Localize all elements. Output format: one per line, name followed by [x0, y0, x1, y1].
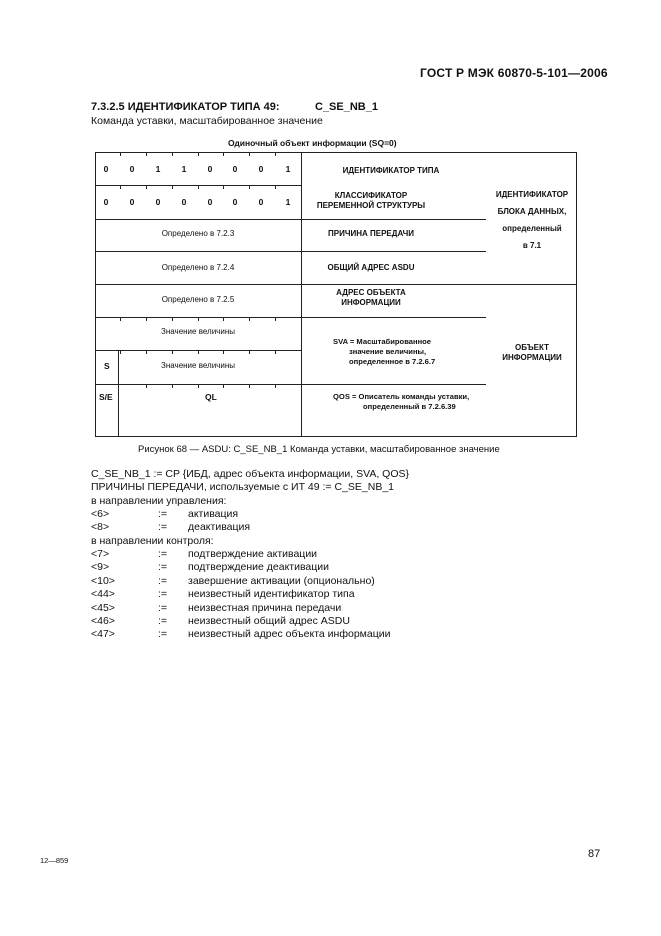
row-divider	[95, 219, 301, 220]
qos-label	[333, 392, 513, 412]
bit-tick	[198, 317, 199, 321]
bit-value: 1	[155, 164, 161, 174]
sva-line-3: определенное в 7.2.6.7	[349, 357, 436, 366]
bit-value: 0	[155, 197, 161, 207]
data-unit-identifier-ref	[502, 224, 561, 250]
bit-value: 0	[258, 197, 264, 207]
bit-tick	[146, 185, 147, 189]
cot-desc: неизвестная причина передачи	[188, 601, 342, 614]
qos-line-1: QOS = Описатель команды уставки,	[333, 392, 470, 401]
bit-tick	[120, 317, 121, 321]
cot-desc: неизвестный адрес объекта информации	[188, 628, 391, 641]
sign-bit: S	[104, 361, 110, 371]
document-header: ГОСТ Р МЭК 60870-5-101—2006	[420, 66, 608, 80]
cot-label: ПРИЧИНА ПЕРЕДАЧИ	[328, 229, 414, 238]
cot-op: :=	[158, 601, 168, 614]
right-divider	[301, 284, 577, 285]
ql-field: QL	[205, 392, 217, 402]
bit-tick	[275, 384, 276, 388]
column-divider	[301, 152, 302, 437]
bit-tick	[198, 350, 199, 354]
bit-tick	[146, 350, 147, 354]
bit-tick	[223, 317, 224, 321]
definition-line: C_SE_NB_1 := CP {ИБД, адрес объекта информации, SVA, QOS}	[91, 468, 410, 480]
cot-code: <10>	[91, 574, 115, 587]
bit-value: 0	[129, 164, 135, 174]
sva-label	[333, 337, 483, 367]
cot-code: <47>	[91, 628, 115, 641]
cot-desc: завершение активации (опционально)	[188, 574, 375, 587]
right-divider	[301, 384, 486, 385]
bit-tick	[249, 384, 250, 388]
bit-tick	[249, 185, 250, 189]
bit-tick	[223, 384, 224, 388]
cot-code: <6>	[91, 508, 110, 520]
bit-value: 1	[285, 164, 291, 174]
monitor-direction-heading: в направлении контроля:	[91, 535, 214, 547]
cot-desc: активация	[188, 508, 239, 520]
cot-field: Определено в 7.2.3	[161, 229, 235, 238]
bit-tick	[172, 152, 173, 156]
row-divider	[95, 251, 301, 252]
footer-print-mark: 12—859	[40, 856, 69, 865]
duid-ref-part: определенный	[502, 224, 562, 233]
control-direction-heading: в направлении управления:	[91, 495, 227, 507]
cot-desc: подтверждение деактивации	[188, 561, 330, 574]
qos-line-2: определенный в 7.2.6.39	[363, 402, 456, 411]
value-high-field: Значение величины	[161, 327, 235, 336]
section-subtitle: Команда уставки, масштабированное значение	[91, 115, 323, 127]
bit-tick	[146, 317, 147, 321]
cot-desc: неизвестный общий адрес ASDU	[188, 615, 350, 627]
figure-caption: Рисунок 68 — ASDU: C_SE_NB_1 Команда уставки, масштабированное значение	[138, 444, 500, 455]
bit-value: 0	[232, 164, 238, 174]
right-divider	[301, 251, 486, 252]
bit-tick	[249, 317, 250, 321]
ioa-field: Определено в 7.2.5	[161, 295, 235, 304]
bit-tick	[146, 152, 147, 156]
bit-tick	[249, 350, 250, 354]
duid-ref-part: в 7.1	[522, 241, 542, 250]
bit-tick	[198, 384, 199, 388]
cot-op: :=	[158, 588, 168, 601]
page-number: 87	[588, 848, 601, 860]
bit-tick	[172, 317, 173, 321]
cot-op: :=	[158, 561, 168, 574]
cot-op: :=	[158, 548, 168, 560]
section-title: 7.3.2.5 ИДЕНТИФИКАТОР ТИПА 49:	[91, 101, 280, 113]
bit-tick	[172, 185, 173, 189]
bit-value: 0	[103, 197, 109, 207]
bit-tick	[198, 152, 199, 156]
bit-tick	[223, 185, 224, 189]
bit-tick	[275, 152, 276, 156]
bit-tick	[120, 185, 121, 189]
data-unit-identifier-title: ИДЕНТИФИКАТОР БЛОКА ДАННЫХ,	[495, 190, 569, 216]
ca-label: ОБЩИЙ АДРЕС ASDU	[327, 263, 415, 272]
se-bit-divider	[118, 384, 119, 437]
cot-code: <7>	[91, 548, 110, 560]
cot-op: :=	[158, 521, 168, 534]
cot-code: <45>	[91, 601, 115, 614]
bit-tick	[120, 152, 121, 156]
bit-tick	[146, 384, 147, 388]
bit-tick	[198, 185, 199, 189]
bit-tick	[275, 317, 276, 321]
bit-tick	[223, 350, 224, 354]
bit-tick	[172, 384, 173, 388]
cot-desc: неизвестный идентификатор типа	[188, 588, 355, 601]
cot-op: :=	[158, 628, 168, 641]
bit-tick	[275, 350, 276, 354]
table-title: Одиночный объект информации (SQ=0)	[228, 138, 397, 148]
cot-code: <9>	[91, 561, 110, 574]
data-unit-identifier-label	[486, 186, 578, 254]
value-low-field: Значение величины	[161, 361, 235, 370]
cot-code: <44>	[91, 588, 115, 601]
bit-tick	[223, 152, 224, 156]
ca-field: Определено в 7.2.4	[161, 263, 235, 272]
bit-value: 0	[232, 197, 238, 207]
cot-code: <8>	[91, 521, 110, 534]
bit-tick	[120, 350, 121, 354]
se-bit: S/E	[99, 392, 113, 402]
bit-value: 0	[181, 197, 187, 207]
row-divider	[95, 284, 301, 285]
cot-op: :=	[158, 615, 168, 627]
bit-value: 0	[129, 197, 135, 207]
cot-definition-line: ПРИЧИНЫ ПЕРЕДАЧИ, используемые с ИТ 49 := C_SE_NB_1	[91, 481, 395, 493]
bit-value: 0	[207, 164, 213, 174]
bit-value: 0	[207, 197, 213, 207]
cot-op: :=	[158, 574, 168, 587]
cot-code: <46>	[91, 615, 115, 627]
bit-tick	[249, 152, 250, 156]
sva-line-1: SVA = Масштабированное	[333, 337, 432, 346]
bit-value: 0	[258, 164, 264, 174]
bit-tick	[172, 350, 173, 354]
type-id-label: ИДЕНТИФИКАТОР ТИПА	[342, 166, 440, 175]
bit-tick	[275, 185, 276, 189]
cot-desc: деактивация	[188, 521, 251, 534]
bit-value: 0	[103, 164, 109, 174]
vsq-label: КЛАССИФИКАТОР ПЕРЕМЕННОЙ СТРУКТУРЫ	[316, 191, 426, 210]
bit-value: 1	[181, 164, 187, 174]
cot-op: :=	[158, 508, 168, 520]
bit-value: 1	[285, 197, 291, 207]
information-object-label: ОБЪЕКТ ИНФОРМАЦИИ	[502, 343, 562, 362]
right-divider	[301, 317, 486, 318]
sva-line-2: значение величины,	[349, 347, 427, 356]
ioa-label: АДРЕС ОБЪЕКТА ИНФОРМАЦИИ	[336, 288, 406, 307]
cot-desc: подтверждение активации	[188, 548, 318, 560]
right-divider	[301, 219, 486, 220]
section-code: C_SE_NB_1	[315, 101, 378, 113]
